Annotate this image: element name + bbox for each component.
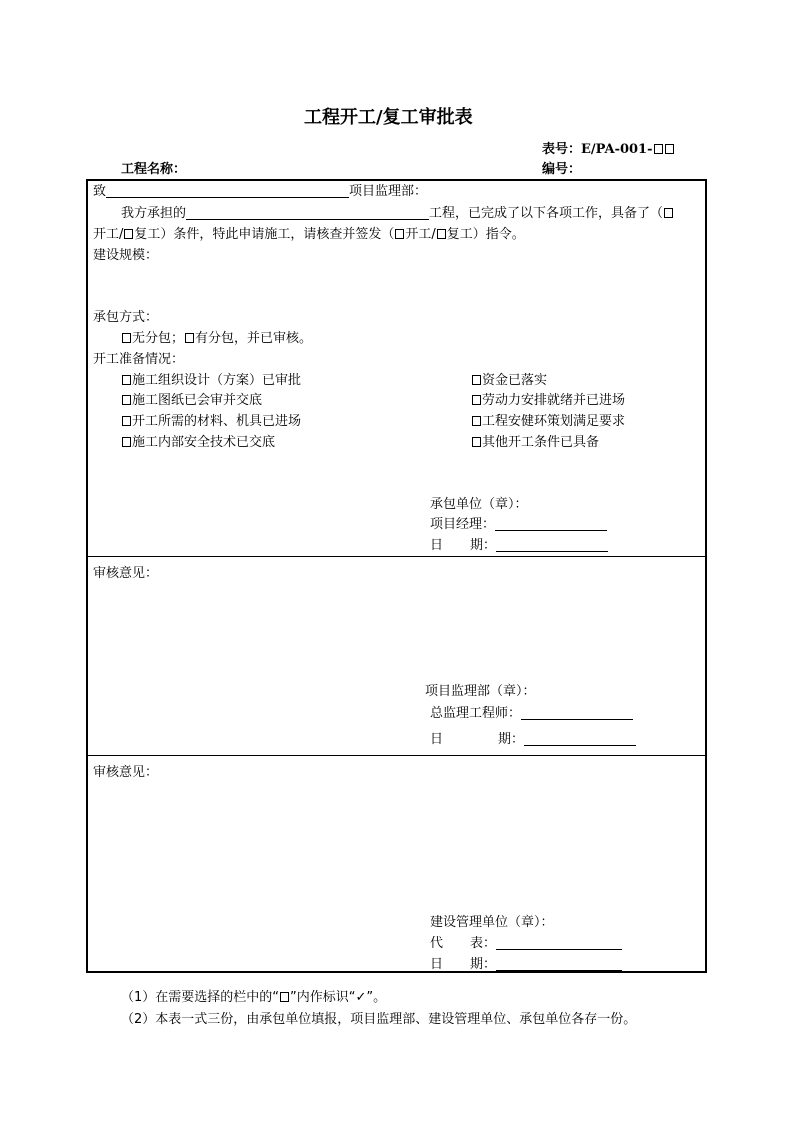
application-line-2 <box>93 226 525 244</box>
section-divider <box>86 556 707 557</box>
checkbox-icon[interactable] <box>654 144 663 154</box>
form-number <box>542 141 675 159</box>
contractor-date-blank[interactable] <box>496 537 608 552</box>
project-name-label: 工程名称： <box>121 162 187 177</box>
checkbox-icon[interactable] <box>437 229 446 239</box>
chief-engineer-label: 总监理工程师： <box>430 706 522 721</box>
prep-item-left <box>121 413 301 431</box>
chief-engineer-line <box>430 705 633 723</box>
start-label: 开工/ <box>93 227 124 242</box>
supervision-date-line <box>430 731 636 749</box>
checkbox-icon[interactable] <box>664 208 673 218</box>
prep-item-left <box>121 372 301 390</box>
note1-text-b: ”内作标识“ <box>290 990 356 1005</box>
supervision-opinion-label: 审核意见： <box>93 566 159 581</box>
start-order-label: 开工/ <box>405 227 436 242</box>
prep-item-label: 施工组织设计（方案）已审批 <box>132 373 302 388</box>
rep-label-b: 表： <box>470 936 497 951</box>
project-blank[interactable] <box>186 205 429 220</box>
checkbox-icon[interactable] <box>122 437 131 447</box>
representative-line <box>430 935 622 953</box>
prep-item-right <box>471 434 599 452</box>
contract-mode-label: 承包方式： <box>93 310 159 325</box>
owner-date-blank[interactable] <box>496 956 622 971</box>
approval-table <box>86 179 707 973</box>
prep-item-label: 工程安健环策划满足要求 <box>482 414 626 429</box>
checkbox-icon[interactable] <box>472 375 481 385</box>
prep-item-label: 劳动力安排就绪并已进场 <box>482 393 626 408</box>
date-label-b: 期： <box>470 957 497 972</box>
section-divider <box>86 755 707 756</box>
checkbox-icon[interactable] <box>472 395 481 405</box>
supervision-dept-blank[interactable] <box>106 183 349 198</box>
owner-opinion-label: 审核意见： <box>93 765 159 780</box>
checkbox-icon[interactable] <box>395 229 404 239</box>
date-label-b: 期： <box>470 538 497 553</box>
prep-item-label: 开工所需的材料、机具已进场 <box>132 414 302 429</box>
prep-item-label: 施工内部安全技术已交底 <box>132 435 276 450</box>
contract-mode-options <box>121 330 312 348</box>
representative-blank[interactable] <box>496 935 622 950</box>
contractor-seal-label: 承包单位（章）： <box>430 497 528 512</box>
checkbox-icon[interactable] <box>124 229 133 239</box>
prep-item-right <box>471 392 625 410</box>
prep-item-left <box>121 392 262 410</box>
addressee-line <box>93 183 427 201</box>
project-manager-label: 项目经理： <box>430 517 496 532</box>
checkbox-icon[interactable] <box>185 333 194 343</box>
prep-item-label: 施工图纸已会审并交底 <box>132 393 263 408</box>
line1-prefix: 我方承担的 <box>121 206 187 221</box>
rep-label-a: 代 <box>430 936 444 951</box>
project-manager-blank[interactable] <box>495 516 607 531</box>
checkbox-icon[interactable] <box>665 144 674 154</box>
project-manager-line <box>430 516 607 534</box>
prep-item-right <box>471 372 547 390</box>
construction-scale-label: 建设规模： <box>93 248 159 263</box>
note1-text-a: （1）在需要选择的栏中的“ <box>121 990 280 1005</box>
prep-item-label: 资金已落实 <box>482 373 548 388</box>
preparation-label: 开工准备情况： <box>93 352 185 367</box>
line1-suffix: 工程，已完成了以下各项工作，具备了（ <box>429 206 664 221</box>
note-1 <box>121 989 386 1007</box>
prep-item-left <box>121 434 275 452</box>
mode-no-subcontract: 无分包； <box>132 331 185 346</box>
resume-order-label: 复工）指令。 <box>446 227 525 242</box>
date-label-a: 日 <box>430 957 444 972</box>
prep-item-right <box>471 413 625 431</box>
checkbox-icon[interactable] <box>122 395 131 405</box>
date-label-a: 日 <box>430 732 444 747</box>
note-2: （2）本表一式三份，由承包单位填报，项目监理部、建设管理单位、承包单位各存一份。 <box>121 1012 637 1027</box>
contractor-date-line <box>430 537 608 555</box>
checkbox-icon[interactable] <box>122 333 131 343</box>
resume-condition-label: 复工）条件，特此申请施工，请核查并签发（ <box>134 227 395 242</box>
checkbox-icon[interactable] <box>122 375 131 385</box>
checkbox-icon[interactable] <box>122 416 131 426</box>
to-prefix: 致 <box>93 184 107 199</box>
checkbox-icon[interactable] <box>472 416 481 426</box>
supervision-date-blank[interactable] <box>524 731 636 746</box>
form-number-label: 表号：E/PA-001- <box>542 142 653 157</box>
mode-subcontract: 有分包，并已审核。 <box>195 331 313 346</box>
check-mark-icon: ✓ <box>355 990 367 1005</box>
checkbox-icon <box>280 992 289 1002</box>
supervision-seal-label: 项目监理部（章）： <box>425 684 536 699</box>
owner-date-line <box>430 956 622 974</box>
application-line-1 <box>121 205 674 223</box>
date-label-a: 日 <box>430 538 444 553</box>
owner-seal-label: 建设管理单位（章）： <box>430 915 554 930</box>
chief-engineer-blank[interactable] <box>521 705 633 720</box>
serial-number-label: 编号： <box>542 162 582 177</box>
checkbox-icon[interactable] <box>472 437 481 447</box>
prep-item-label: 其他开工条件已具备 <box>482 435 600 450</box>
to-suffix: 项目监理部： <box>349 184 428 199</box>
date-label-b: 期： <box>498 732 525 747</box>
page-title: 工程开工/复工审批表 <box>304 107 473 128</box>
note1-text-c: ”。 <box>366 990 387 1005</box>
